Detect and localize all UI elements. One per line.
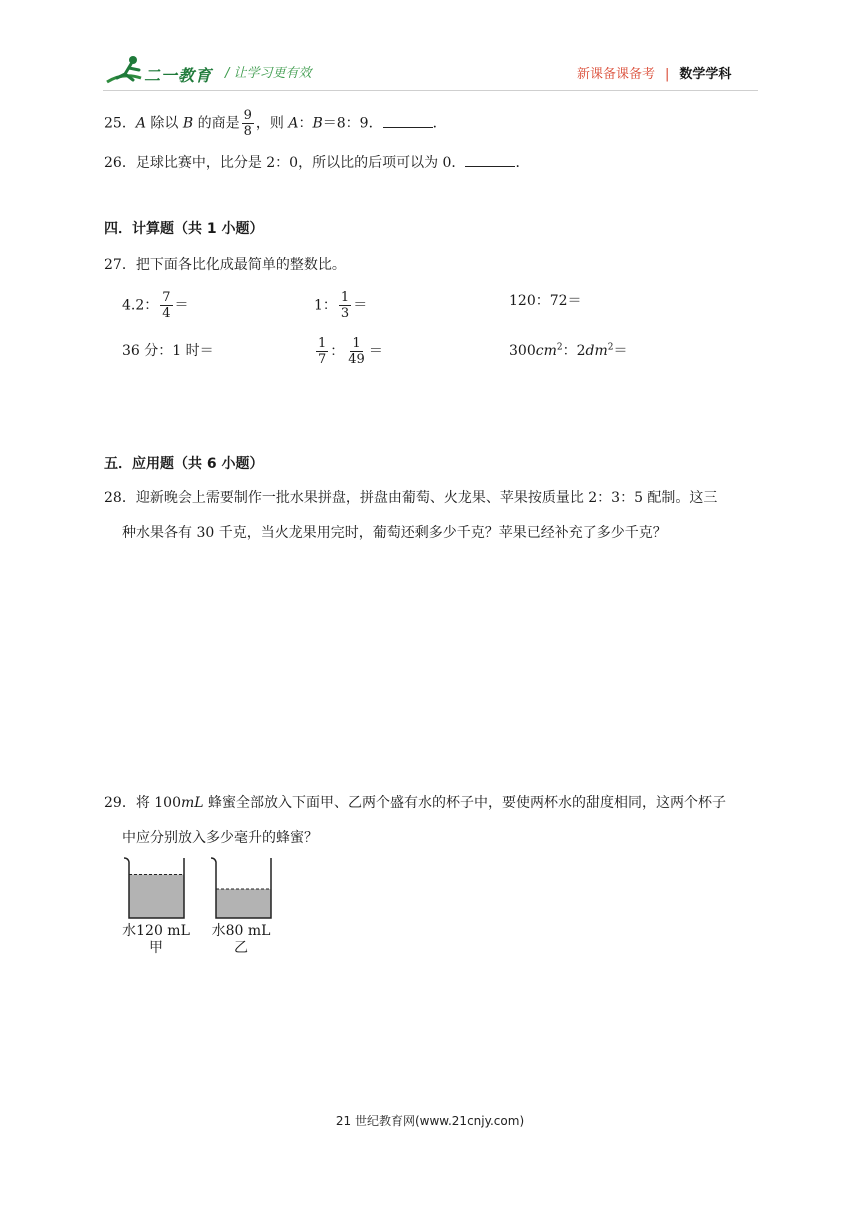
q27-item-1-den: 4 <box>162 306 171 321</box>
q28-line-1: 28．迎新晚会上需要制作一批水果拼盘，拼盘由葡萄、火龙果、苹果按质量比 2：3：5 配制。这三 <box>104 490 718 506</box>
q27-item-5-eq: ＝ <box>368 343 383 360</box>
logo-text: 二一教育 <box>144 66 213 85</box>
cup-jia-water-label: 水120 mL <box>122 923 190 939</box>
q25-number: 25． <box>104 115 136 132</box>
q27-item-5 <box>314 336 383 367</box>
cup-jia-water <box>129 875 184 919</box>
q27-item-5-den-1: 7 <box>318 352 327 367</box>
q27-item-6-sup-2: 2 <box>607 342 614 353</box>
q27-item-5-fraction-1 <box>316 336 328 367</box>
q25-text-3: ，则 <box>255 115 289 132</box>
cup-yi-beaker <box>209 856 275 920</box>
q27-item-3: 120：72＝ <box>509 293 582 309</box>
header-course-label: 新课备课备考 <box>577 67 656 82</box>
question-26 <box>104 152 529 172</box>
cup-yi-name: 乙 <box>234 940 248 956</box>
cup-jia-beaker <box>122 856 188 920</box>
header-right <box>577 63 731 82</box>
q25-frac-num: 9 <box>243 108 252 123</box>
q25-fraction <box>242 108 254 139</box>
section-4-title: 四．计算题（共 1 小题） <box>104 221 264 237</box>
q29-line-1 <box>104 792 726 812</box>
q27-item-6-sup-1: 2 <box>556 342 563 353</box>
q27-item-1-pre: 4.2： <box>122 297 159 314</box>
q27-item-2-fraction <box>339 290 351 321</box>
q27-item-6 <box>509 340 628 360</box>
cup-jia-label <box>120 923 192 957</box>
q27-item-1-fraction <box>160 290 172 321</box>
q25-frac-den: 8 <box>243 124 252 139</box>
q27-item-6-eq: ＝ <box>613 343 628 359</box>
q25-var-b: B <box>182 115 194 132</box>
q29-line-2: 中应分别放入多少毫升的蜂蜜？ <box>122 830 318 846</box>
cup-yi-water <box>216 889 271 918</box>
q27-item-5-fraction-2 <box>346 336 367 367</box>
q25-text-2: 的商是 <box>193 115 240 132</box>
q27-item-1-num: 7 <box>162 290 171 305</box>
q29-line-1-b: 蜂蜜全部放入下面甲、乙两个盛有水的杯子中，要使两杯水的甜度相同，这两个杯子 <box>203 795 727 811</box>
q26-answer-blank[interactable] <box>465 154 515 167</box>
q27-item-4: 36 分：1 时＝ <box>122 343 214 359</box>
q27-item-6-unit-2: dm <box>585 343 608 359</box>
header-slogan: / 让学习更有效 <box>225 66 312 81</box>
q27-item-6-unit-1: cm <box>535 343 557 359</box>
q29-unit: mL <box>181 795 204 811</box>
q26-end: ． <box>515 155 530 171</box>
q27-item-5-num-1: 1 <box>318 336 327 351</box>
page-footer: 21 世纪教育网(www.21cnjy.com) <box>335 1114 525 1128</box>
q27-item-2-eq: ＝ <box>353 297 368 314</box>
q25-text-1: 除以 <box>145 115 183 132</box>
cup-yi-label <box>206 923 276 957</box>
q25-var-a: A <box>135 115 146 132</box>
q27-item-6-value: 300 <box>509 343 536 359</box>
q27-item-1 <box>122 290 189 321</box>
cup-yi-water-label: 水80 mL <box>211 923 271 939</box>
q27-item-2-num: 1 <box>340 290 350 305</box>
q26-text: 26．足球比赛中，比分是 2：0，所以比的后项可以为 0． <box>104 155 466 171</box>
cup-jia-name: 甲 <box>149 940 163 956</box>
q27-item-6-mid: ：2 <box>562 343 586 359</box>
question-25 <box>104 108 447 139</box>
section-5-title: 五．应用题（共 6 小题） <box>104 456 264 472</box>
q25-var-b2: B <box>312 115 323 132</box>
q27-stem: 27．把下面各比化成最简单的整数比。 <box>104 257 346 273</box>
q29-line-1-a: 29．将 100 <box>104 795 181 811</box>
q25-answer-blank[interactable] <box>383 115 433 128</box>
q28-line-2: 种水果各有 30 千克，当火龙果用完时，葡萄还剩多少千克？苹果已经补充了多少千克？ <box>122 525 667 541</box>
q25-colon: ： <box>298 115 313 132</box>
header-separator: | <box>665 67 670 82</box>
q27-item-2-pre: 1： <box>314 297 337 314</box>
q27-item-5-den-2: 49 <box>348 352 365 367</box>
q27-item-2 <box>314 290 367 321</box>
q27-item-5-colon: ： <box>330 343 345 360</box>
q25-text-4: ＝8：9． <box>322 115 383 132</box>
header-subject-label: 数学学科 <box>679 67 732 82</box>
q27-item-1-eq: ＝ <box>174 297 189 314</box>
q27-item-2-den: 3 <box>340 306 350 321</box>
q25-var-a2: A <box>288 115 299 132</box>
q25-end: ． <box>432 115 447 132</box>
header-rule <box>103 90 758 91</box>
q27-item-5-num-2: 1 <box>352 336 361 351</box>
